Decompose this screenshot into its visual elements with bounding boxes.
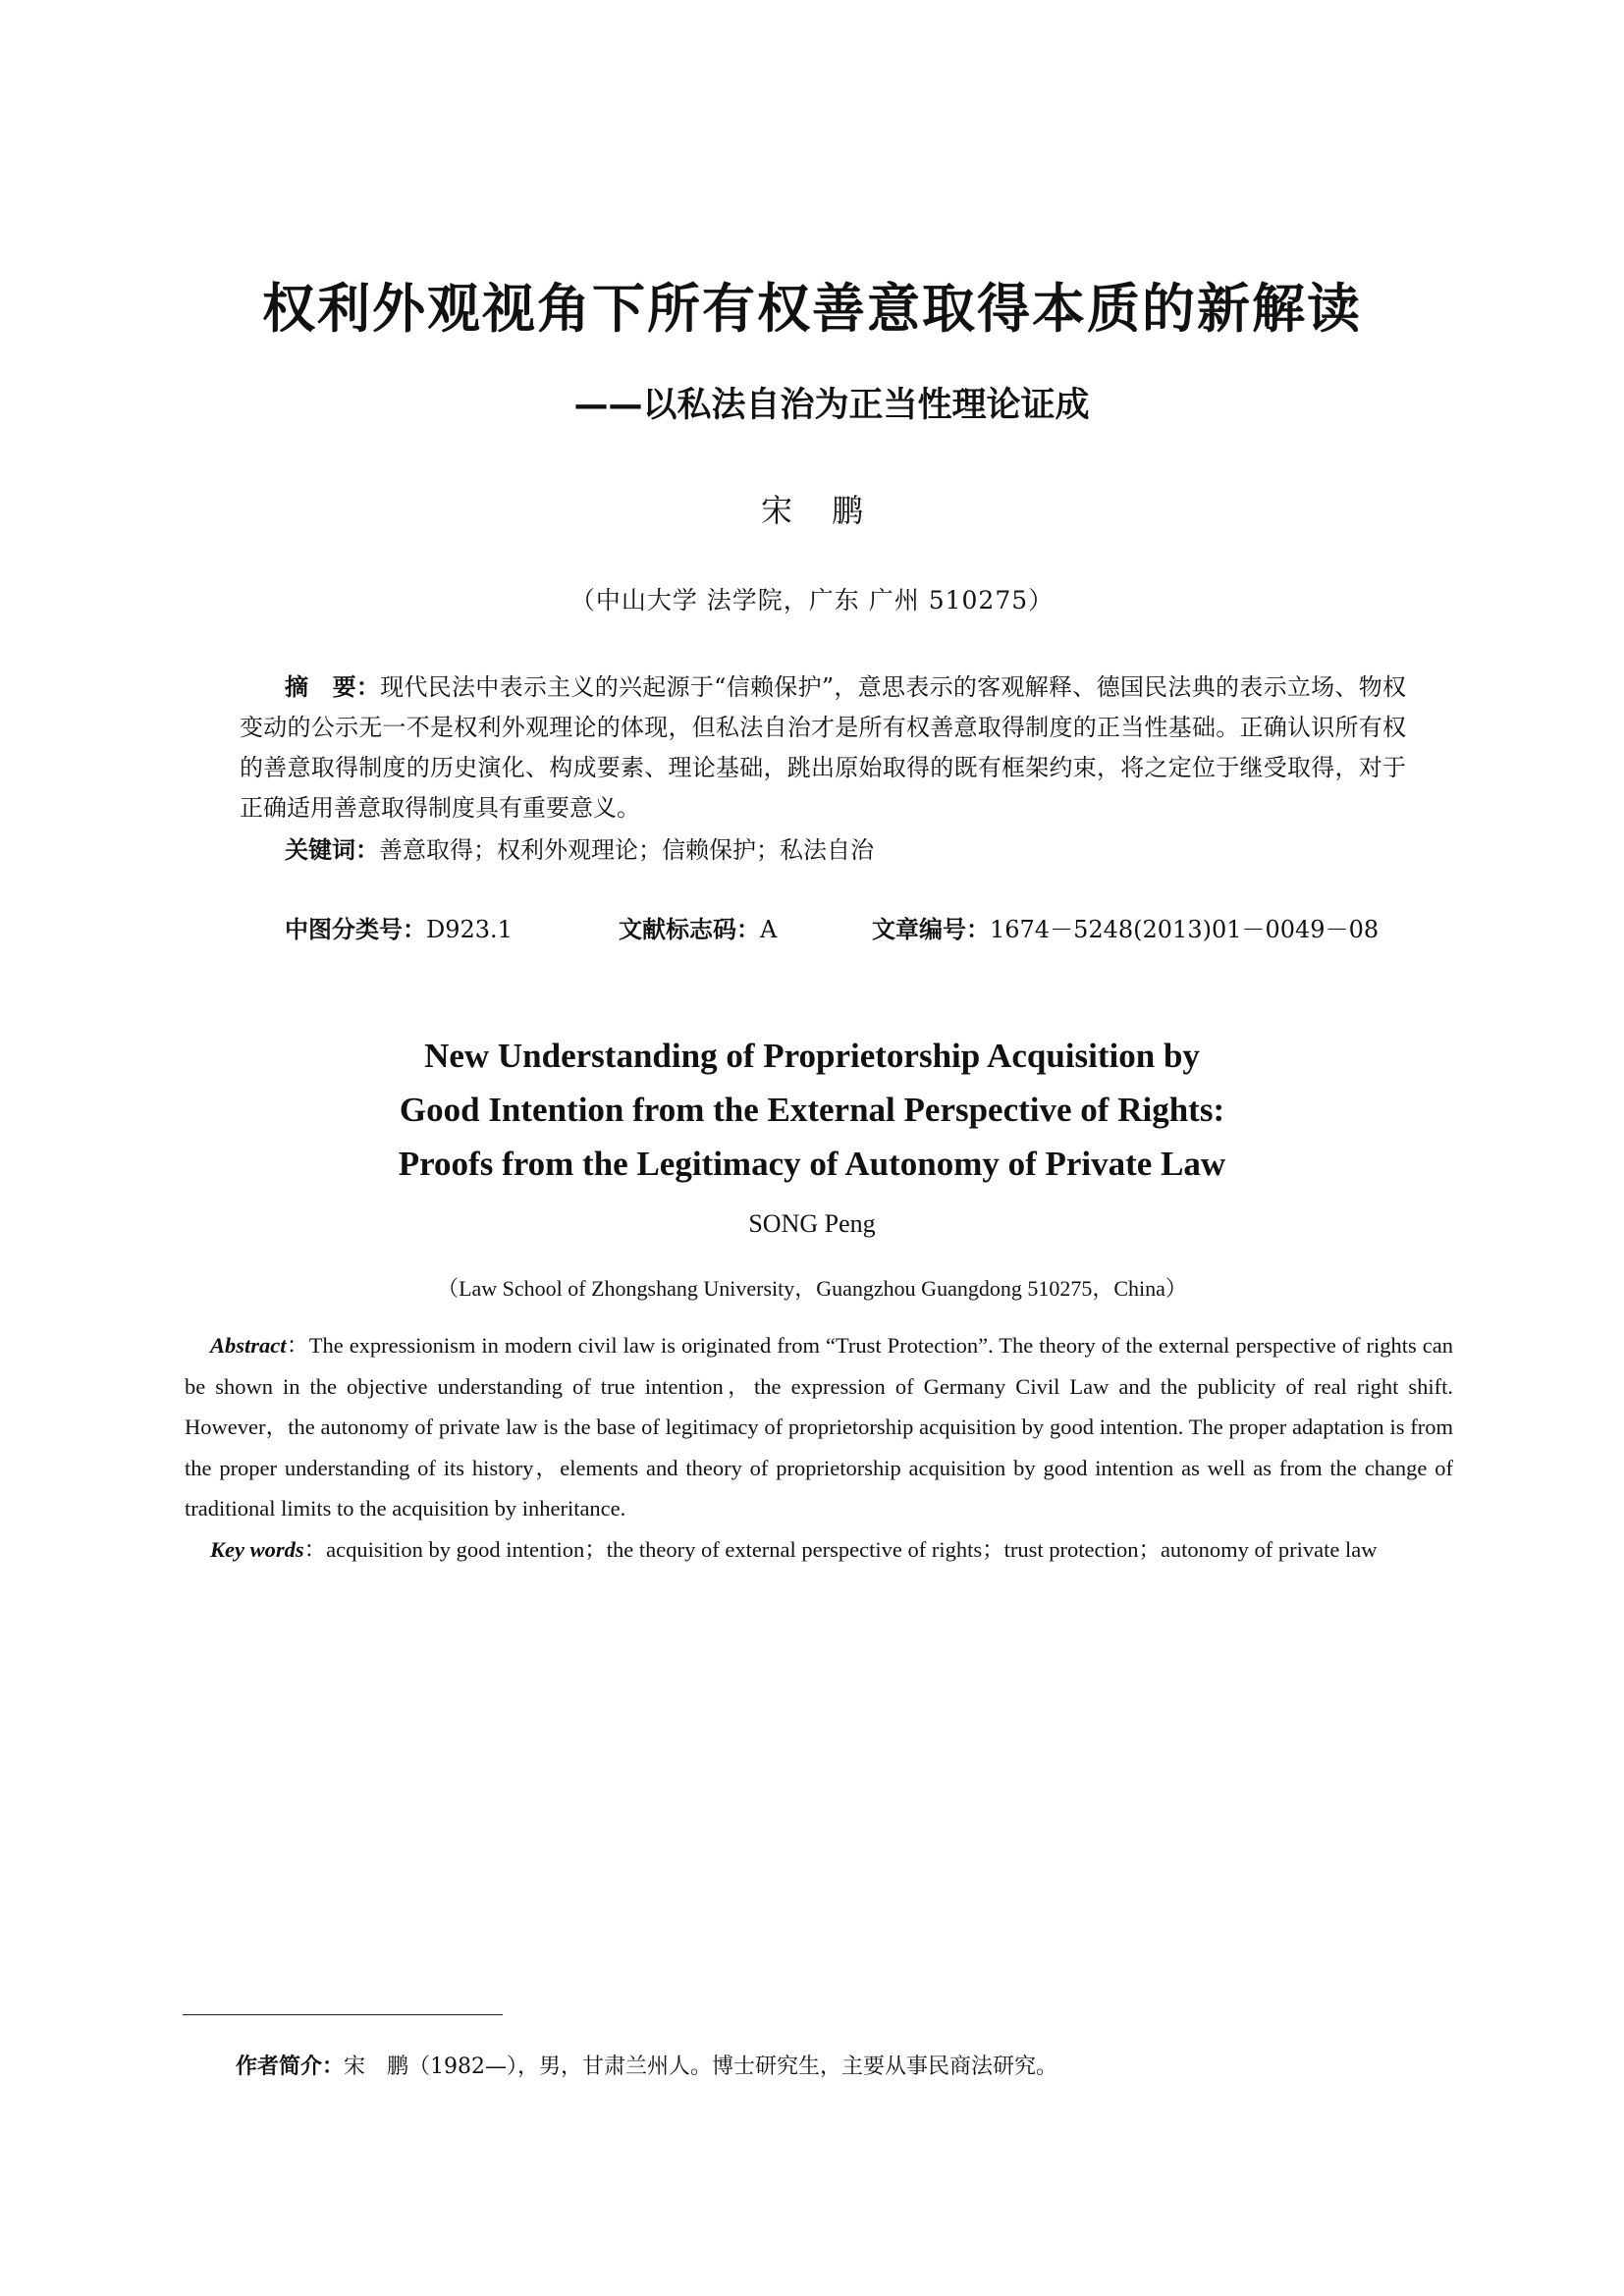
chinese-keywords — [285, 830, 874, 865]
chinese-title: 权利外观视角下所有权善意取得本质的新解读 — [262, 278, 1362, 340]
chinese-keywords-label: 关键词： — [285, 836, 379, 864]
footnote-label: 作者简介： — [236, 2055, 345, 2079]
chinese-author: 宋鹏 — [760, 492, 902, 529]
chinese-affiliation: （中山大学 法学院，广东 广州 510275） — [569, 586, 1055, 614]
article-number-value: 1674－5248(2013)01－0049－08 — [990, 916, 1380, 943]
english-title — [0, 1029, 1624, 1191]
english-title-line: Good Intention from the External Perspective of Rights: — [399, 1091, 1225, 1129]
chinese-abstract-label: 摘 要： — [285, 673, 381, 701]
footnote-text: 宋 鹏（1982—），男，甘肃兰州人。博士研究生，主要从事民商法研究。 — [344, 2055, 1058, 2079]
chinese-keywords-text: 善意取得；权利外观理论；信赖保护；私法自治 — [379, 836, 874, 864]
footnote-divider — [183, 2014, 503, 2015]
english-affiliation: （Law School of Zhongshang University，Guangzhou Guangdong 510275，China） — [437, 1276, 1187, 1301]
clc-label: 中图分类号： — [285, 916, 426, 943]
chinese-abstract-text: 现代民法中表示主义的兴起源于“信赖保护”，意思表示的客观解释、德国民法典的表示立场、物权变动的公示无一不是权利外观理论的体现，但私法自治才是所有权善意取得制度的正当性基础。正确认识所有权的善意取得制度的历史演化、构成要素、理论基础，跳出原始取得的既有框架约束，将之定位于继受取得，对于正确适用善意取得制度具有重要意义。 — [240, 673, 1407, 822]
english-title-line: New Understanding of Proprietorship Acquisition by — [424, 1037, 1200, 1075]
article-number — [872, 910, 1379, 944]
article-number-label: 文章编号： — [872, 916, 990, 943]
english-title-line: Proofs from the Legitimacy of Autonomy of Private Law — [398, 1145, 1226, 1183]
english-keywords-label: Key words — [210, 1537, 304, 1562]
english-abstract: Abstract：The expressionism in modern civil law is originated from “Trust Protection”. The theory of the external perspective of rights can be shown in the objective understanding of true intention，the expression of Germany Civil Law and the publicity of real right shift. However，the autonomy of private law is the base of legitimacy of proprietorship acquisition by good intention. The proper adaptation is from the proper understanding of its history，elements and theory of proprietorship acquisition by good intention as well as from the change of traditional limits to the acquisition by inheritance. — [185, 1333, 1453, 1521]
clc-number — [285, 910, 513, 944]
document-code-label: 文献标志码： — [619, 916, 760, 943]
clc-value: D923.1 — [426, 916, 513, 943]
english-abstract-text: The expressionism in modern civil law is originated from “Trust Protection”. The theory of the external perspective of rights can be shown in the objective understanding of true intention，the expression of Germany Civil Law and the publicity of real right shift. However，the autonomy of private law is the base of legitimacy of proprietorship acquisition by good intention. The proper adaptation is from the proper understanding of its history，elements and theory of proprietorship acquisition by good intention as well as from the change of traditional limits to the acquisition by inheritance. — [185, 1333, 1453, 1521]
english-keywords-text: acquisition by good intention；the theory of external perspective of rights；trust protection；autonomy of private law — [326, 1537, 1378, 1562]
chinese-subtitle: ——以私法自治为正当性理论证成 — [573, 386, 1090, 425]
author-footnote — [236, 2050, 1057, 2080]
document-code-value: A — [760, 916, 778, 943]
chinese-abstract — [240, 667, 1406, 828]
document-code — [619, 910, 777, 944]
english-keywords: Key words：acquisition by good intention；the theory of external perspective of rights；trust protection；autonomy of private law — [210, 1537, 1378, 1562]
english-author: SONG Peng — [748, 1209, 876, 1238]
english-abstract-label: Abstract — [210, 1333, 287, 1358]
